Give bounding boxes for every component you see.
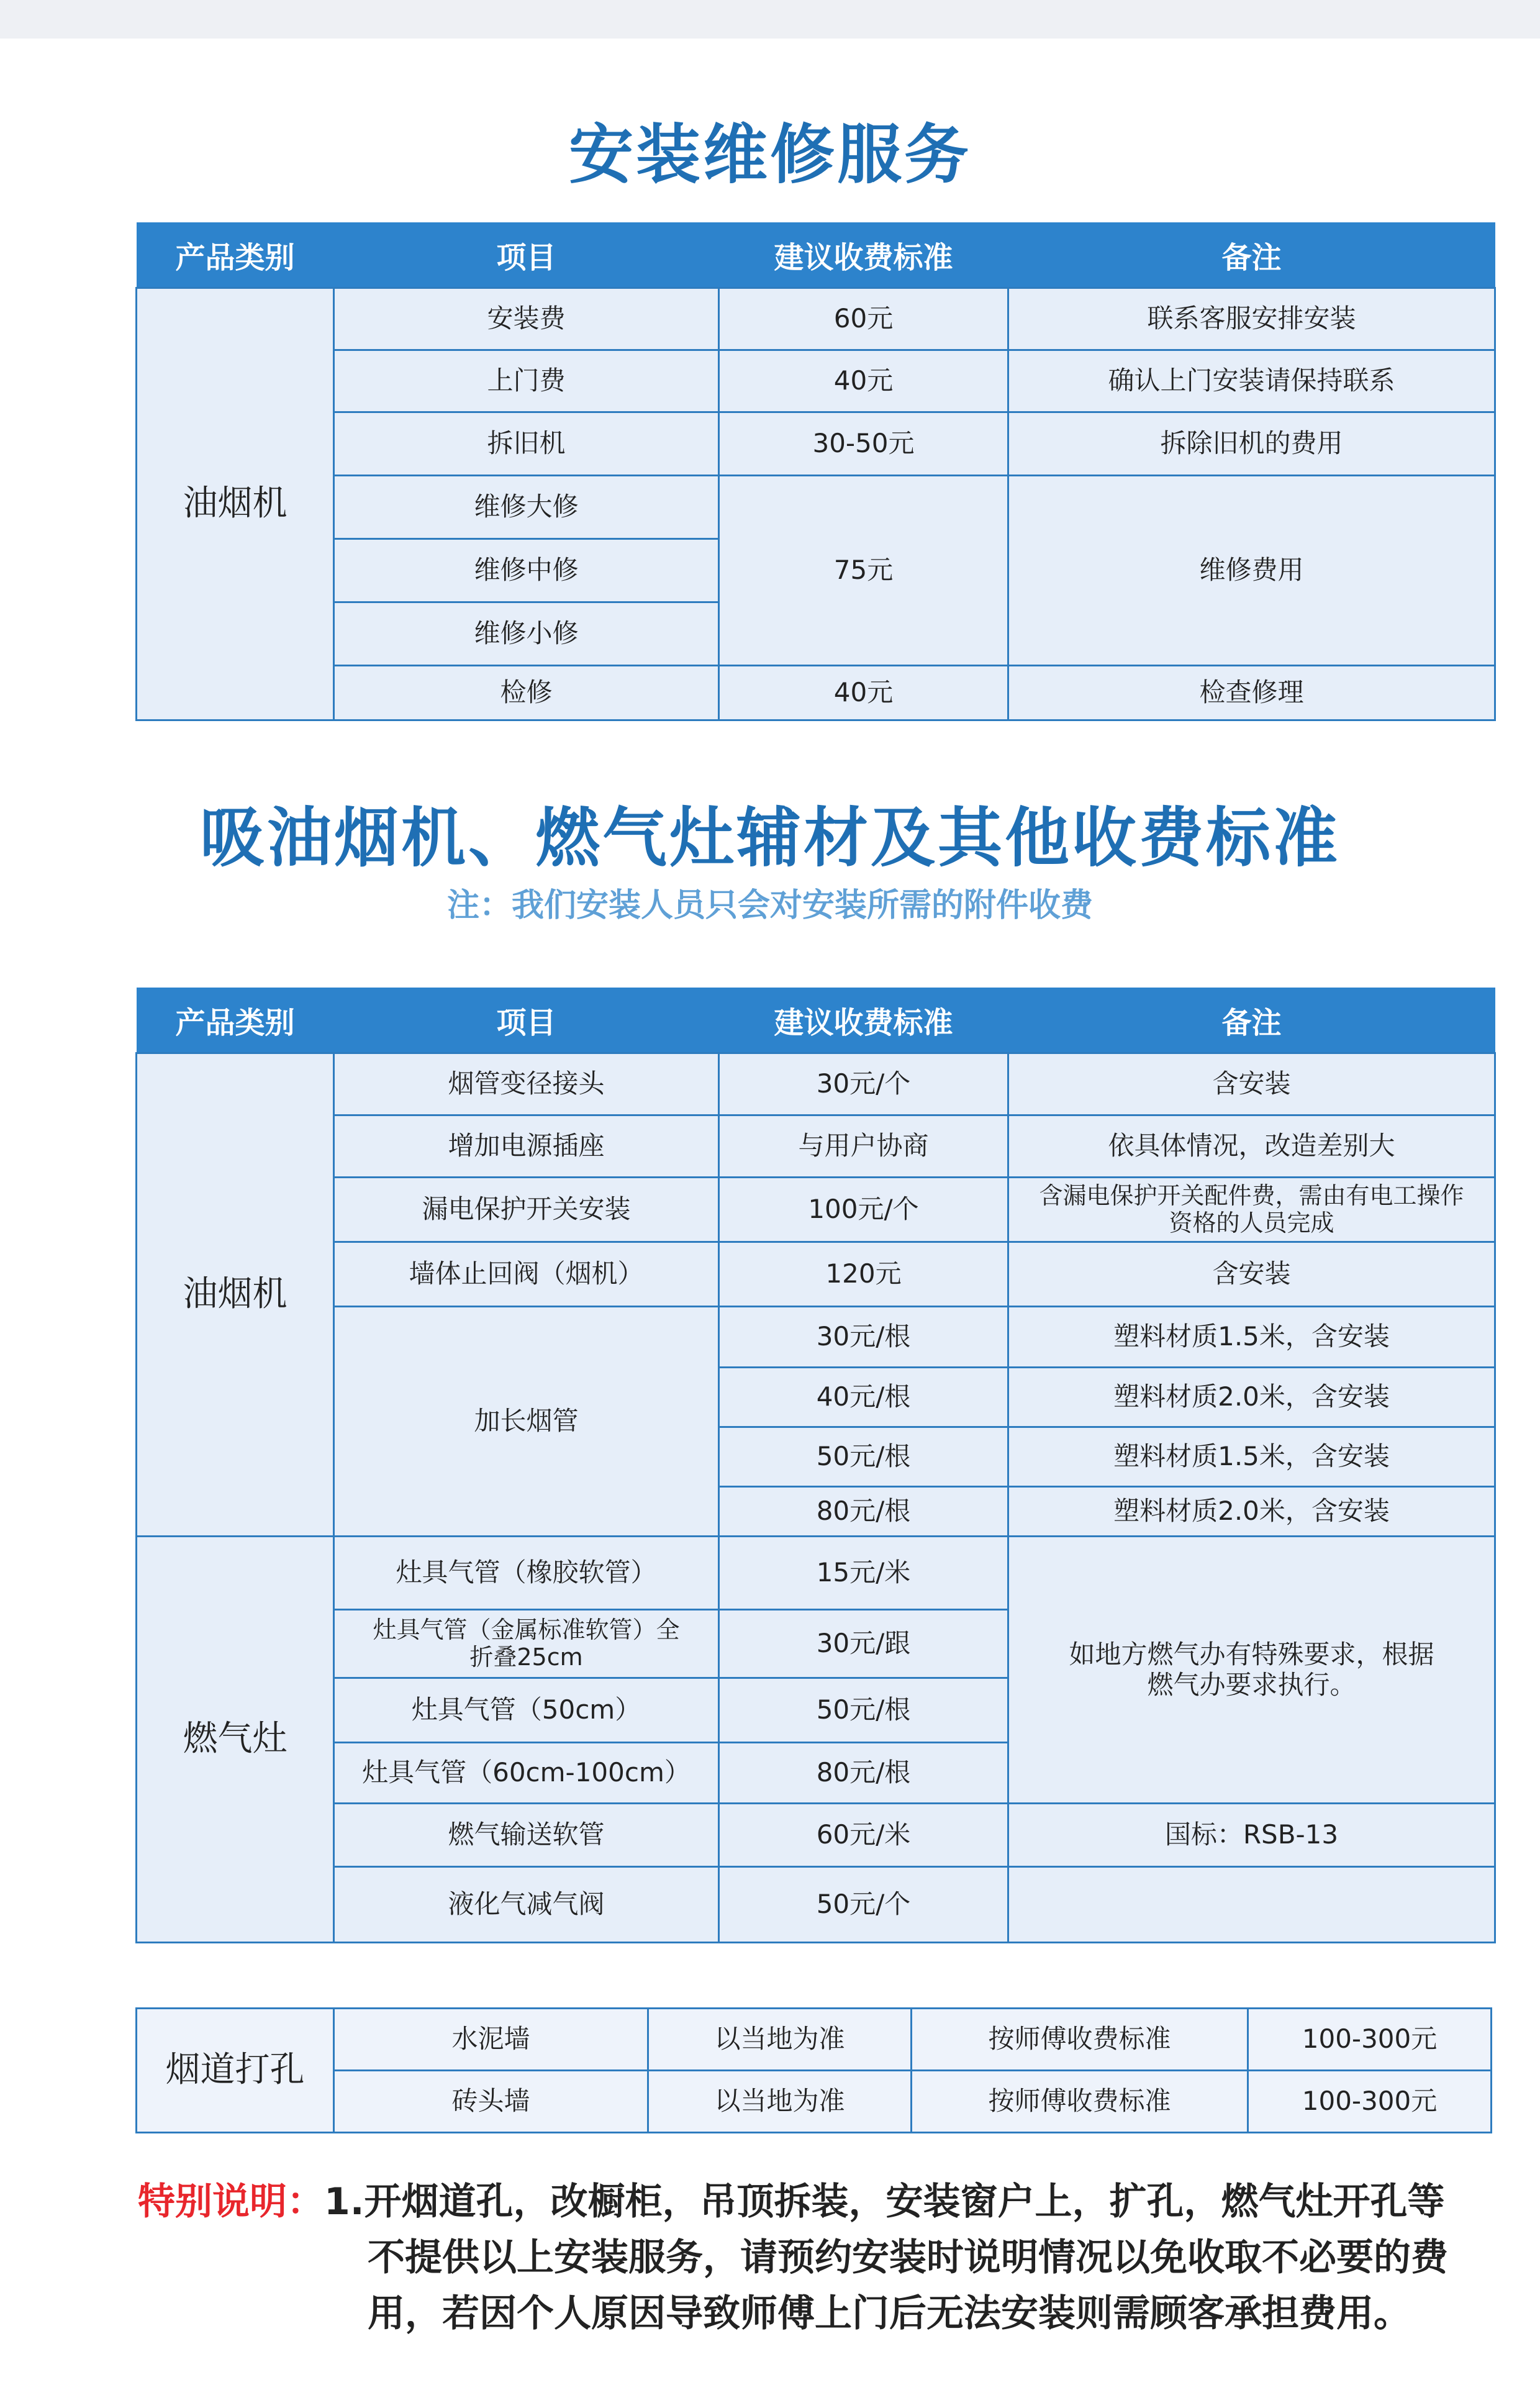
note-cell: 塑料材质2.0米，含安装 — [1008, 1368, 1495, 1427]
header-item: 项目 — [334, 222, 719, 288]
flue-drilling-table — [135, 2007, 1492, 2133]
special-notice-label: 特别说明： — [138, 2180, 324, 2224]
item-cell: 灶具气管（金属标准软管）全折叠25cm — [334, 1610, 719, 1678]
table-row — [137, 350, 1495, 412]
price-cell: 15元/米 — [719, 1537, 1008, 1610]
price-cell: 30元/跟 — [719, 1610, 1008, 1678]
section2-note: 注：我们安装人员只会对安装所需的附件收费 — [446, 887, 1093, 924]
header-category: 产品类别 — [137, 222, 334, 288]
item-cell: 增加电源插座 — [334, 1115, 719, 1178]
price-cell: 80元/根 — [719, 1743, 1008, 1804]
table-row — [137, 1537, 1495, 1610]
item-cell: 墙体止回阀（烟机） — [334, 1242, 719, 1307]
section1-title: 安装维修服务 — [568, 117, 971, 193]
note-cell: 含漏电保护开关配件费，需由有电工操作资格的人员完成 — [1008, 1178, 1495, 1242]
category-cell: 烟道打孔 — [137, 2009, 334, 2133]
table-row — [137, 1804, 1495, 1867]
note-cell: 含安装 — [1008, 1242, 1495, 1307]
table-row — [137, 1242, 1495, 1307]
header-note: 备注 — [1008, 222, 1495, 288]
price-cell: 40元/根 — [719, 1368, 1008, 1427]
item-cell: 加长烟管 — [334, 1307, 719, 1537]
price-cell: 100-300元 — [1248, 2009, 1492, 2071]
item-cell: 水泥墙 — [334, 2009, 648, 2071]
special-notice-line2: 不提供以上安装服务，请预约安装时说明情况以免收取不必要的费 — [368, 2236, 1448, 2279]
item-cell: 上门费 — [334, 350, 719, 412]
price-cell: 30元/个 — [719, 1053, 1008, 1115]
table-header-row — [137, 988, 1495, 1053]
item-cell: 灶具气管（橡胶软管） — [334, 1537, 719, 1610]
note-cell: 维修费用 — [1008, 476, 1495, 666]
special-notice-text1: 1.开烟道孔，改橱柜，吊顶拆装，安装窗户上，扩孔，燃气灶开孔等 — [324, 2180, 1445, 2224]
basis-cell: 以当地为准 — [648, 2009, 912, 2071]
item-cell: 维修中修 — [334, 539, 719, 602]
note-cell — [1008, 1867, 1495, 1943]
note-cell: 检查修理 — [1008, 666, 1495, 720]
special-notice — [138, 2174, 1504, 2342]
item-cell: 燃气输送软管 — [334, 1804, 719, 1867]
category-cell: 油烟机 — [137, 1053, 334, 1537]
item-cell: 烟管变径接头 — [334, 1053, 719, 1115]
basis-cell: 以当地为准 — [648, 2071, 912, 2133]
section2-title: 吸油烟机、燃气灶辅材及其他收费标准 — [199, 800, 1340, 876]
price-cell: 50元/根 — [719, 1427, 1008, 1487]
special-notice-line1 — [138, 2174, 1504, 2230]
top-band — [0, 0, 1540, 39]
special-notice-line3: 用，若因个人原因导致师傅上门后无法安装则需顾客承担费用。 — [368, 2292, 1411, 2335]
header-price: 建议收费标准 — [719, 222, 1008, 288]
table-row — [137, 1178, 1495, 1242]
note-cell: 国标：RSB-13 — [1008, 1804, 1495, 1867]
install-repair-table — [135, 222, 1496, 721]
table-row — [137, 666, 1495, 720]
note-cell: 如地方燃气办有特殊要求，根据燃气办要求执行。 — [1008, 1537, 1495, 1804]
note-cell: 含安装 — [1008, 1053, 1495, 1115]
item-cell: 检修 — [334, 666, 719, 720]
item-cell: 液化气减气阀 — [334, 1867, 719, 1943]
note-cell: 塑料材质1.5米，含安装 — [1008, 1307, 1495, 1368]
item-cell: 维修小修 — [334, 602, 719, 666]
note-cell: 联系客服安排安装 — [1008, 288, 1495, 350]
header-note: 备注 — [1008, 988, 1495, 1053]
note-cell: 塑料材质1.5米，含安装 — [1008, 1427, 1495, 1487]
item-cell: 漏电保护开关安装 — [334, 1178, 719, 1242]
note-cell: 拆除旧机的费用 — [1008, 412, 1495, 476]
item-cell: 灶具气管（60cm-100cm） — [334, 1743, 719, 1804]
table-row — [137, 476, 1495, 539]
price-cell: 40元 — [719, 666, 1008, 720]
item-cell: 安装费 — [334, 288, 719, 350]
price-cell: 30元/根 — [719, 1307, 1008, 1368]
header-category: 产品类别 — [137, 988, 334, 1053]
table-row — [137, 288, 1495, 350]
accessories-fee-table — [135, 988, 1496, 1943]
price-cell: 30-50元 — [719, 412, 1008, 476]
table-row — [137, 1115, 1495, 1178]
item-cell: 维修大修 — [334, 476, 719, 539]
category-cell: 燃气灶 — [137, 1537, 334, 1943]
price-cell: 60元 — [719, 288, 1008, 350]
table-row — [137, 412, 1495, 476]
price-cell: 50元/根 — [719, 1678, 1008, 1743]
price-cell: 120元 — [719, 1242, 1008, 1307]
table-row — [137, 1053, 1495, 1115]
item-cell: 砖头墙 — [334, 2071, 648, 2133]
standard-cell: 按师傅收费标准 — [912, 2071, 1248, 2133]
header-price: 建议收费标准 — [719, 988, 1008, 1053]
standard-cell: 按师傅收费标准 — [912, 2009, 1248, 2071]
note-cell: 确认上门安装请保持联系 — [1008, 350, 1495, 412]
price-cell: 75元 — [719, 476, 1008, 666]
item-cell: 灶具气管（50cm） — [334, 1678, 719, 1743]
item-cell: 拆旧机 — [334, 412, 719, 476]
price-cell: 60元/米 — [719, 1804, 1008, 1867]
header-item: 项目 — [334, 988, 719, 1053]
category-cell: 油烟机 — [137, 288, 334, 720]
table-row — [137, 1867, 1495, 1943]
table-row — [137, 2009, 1492, 2071]
note-cell: 依具体情况，改造差别大 — [1008, 1115, 1495, 1178]
table-header-row — [137, 222, 1495, 288]
note-cell: 塑料材质2.0米，含安装 — [1008, 1487, 1495, 1537]
price-cell: 80元/根 — [719, 1487, 1008, 1537]
price-cell: 40元 — [719, 350, 1008, 412]
price-cell: 100-300元 — [1248, 2071, 1492, 2133]
table-row — [137, 2071, 1492, 2133]
price-cell: 100元/个 — [719, 1178, 1008, 1242]
table-row — [137, 1307, 1495, 1368]
price-cell: 50元/个 — [719, 1867, 1008, 1943]
price-cell: 与用户协商 — [719, 1115, 1008, 1178]
